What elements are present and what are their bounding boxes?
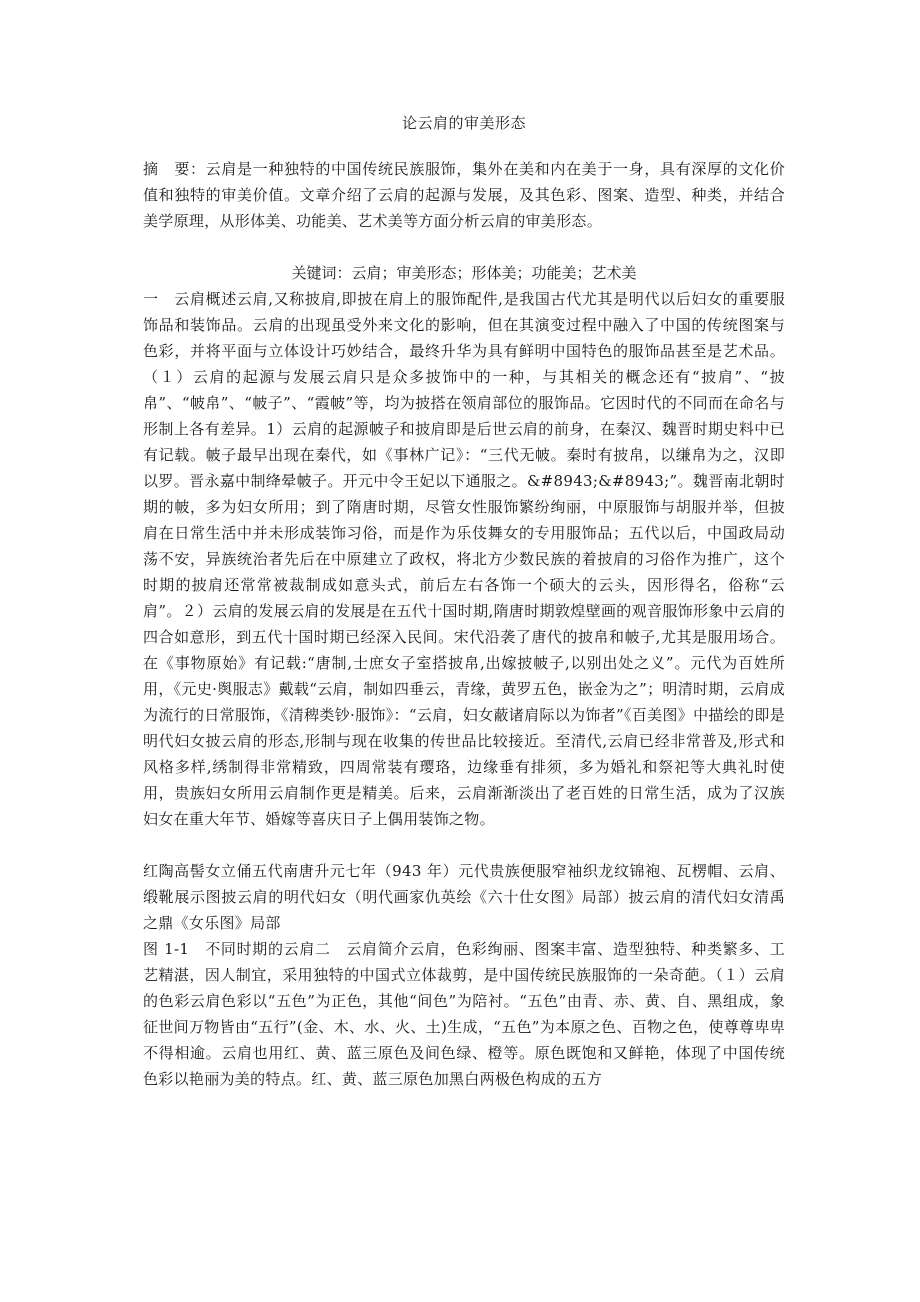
document-title: 论云肩的审美形态 (401, 114, 526, 132)
abstract-paragraph: 摘 要：云肩是一种独特的中国传统民族服饰，集外在美和内在美于一身，具有深厚的文化价值和独特的审美价值。文章介绍了云肩的起源与发展，及其色彩、图案、造型、种类，并结合美学原理，从形体美、功能美、艺术美等方面分析云肩的审美形态。 (143, 160, 785, 230)
keywords-line: 关键词：云肩；审美形态；形体美；功能美；艺术美 (291, 264, 637, 282)
document-page (143, 110, 785, 1092)
section-two-paragraph: 图 1-1 不同时期的云肩二 云肩简介云肩，色彩绚丽、图案丰富、造型独特、种类繁多、工艺精湛，因人制宜，采用独特的中国式立体裁剪，是中国传统民族服饰的一朵奇葩。（１）云肩的色彩云肩色彩以“五色”为正色，其他“间色”为陪衬。“五色”由青、赤、黄、自、黑组成，象征世间万物皆由“五行”(金、木、水、火、土)生成，“五色”为本原之色、百物之色，使尊尊卑卑不得相逾。云肩也用红、黄、蓝三原色及间色绿、橙等。原色既饱和又鲜艳，体现了中国传统色彩以艳丽为美的特点。红、黄、蓝三原色加黑白两极色构成的五方 (143, 940, 785, 1088)
section-one-paragraph: 一 云肩概述云肩,又称披肩,即披在肩上的服饰配件,是我国古代尤其是明代以后妇女的重要服饰品和装饰品。云肩的出现虽受外来文化的影响，但在其演变过程中融入了中国的传统图案与色彩，并将平面与立体设计巧妙结合，最终升华为具有鲜明中国特色的服饰品甚至是艺术品。（１）云肩的起源与发展云肩只是众多披饰中的一种，与其相关的概念还有“披肩”、“披帛”、“帔帛”、“帔子”、“霞帔”等，均为披搭在领肩部位的服饰品。它因时代的不同而在命名与形制上各有差异。1）云肩的起源帔子和披肩即是后世云肩的前身，在秦汉、魏晋时期史料中已有记载。帔子最早出现在秦代，如《事林广记》：“三代无帔。秦时有披帛，以缣帛为之，汉即以罗。晋永嘉中制绛晕帔子。开元中令王妃以下通服之。&#8943;&#8943;”。魏晋南北朝时期的帔，多为妇女所用；到了隋唐时期，尽管女性服饰繁纷绚丽，中原服饰与胡服并举，但披肩在日常生活中并未形成装饰习俗，而是作为乐伎舞女的专用服饰品；五代以后，中国政局动荡不安，异族统治者先后在中原建立了政权，将北方少数民族的着披肩的习俗作为推广，这个时期的披肩还常常被裁制成如意头式，前后左右各饰一个硕大的云头，因形得名，俗称“云肩”。２）云肩的发展云肩的发展是在五代十国时期,隋唐时期敦煌壁画的观音服饰形象中云肩的四合如意形，到五代十国时期已经深入民间。宋代沿袭了唐代的披帛和帔子,尤其是服用场合。在《事物原始》有记载:“唐制,士庶女子室搭披帛,出嫁披帔子,以别出处之义”。元代为百姓所用，《元史·舆服志》戴载“云肩，制如四垂云，青缘，黄罗五色，嵌金为之”；明清时期，云肩成为流行的日常服饰，《清稗类钞·服饰》：“云肩，妇女蔽诸肩际以为饰者”《百美图》中描绘的即是明代妇女披云肩的形态,形制与现在收集的传世品比较接近。至清代,云肩已经非常普及,形式和风格多样,绣制得非常精致，四周常装有璎珞，边缘垂有排须，多为婚礼和祭祀等大典礼时使用，贵族妇女所用云肩制作更是精美。后来，云肩渐渐淡出了老百姓的日常生活，成为了汉族妇女在重大年节、婚嫁等喜庆日子上偶用装饰之物。 (143, 290, 785, 828)
figure-caption-paragraph: 红陶高髻女立俑五代南唐升元七年（943 年）元代贵族便服窄袖织龙纹锦袍、瓦楞帽、云肩、缎靴展示图披云肩的明代妇女（明代画家仇英绘《六十仕女图》局部）披云肩的清代妇女清禹之鼎《女乐图》局部 (143, 862, 785, 932)
